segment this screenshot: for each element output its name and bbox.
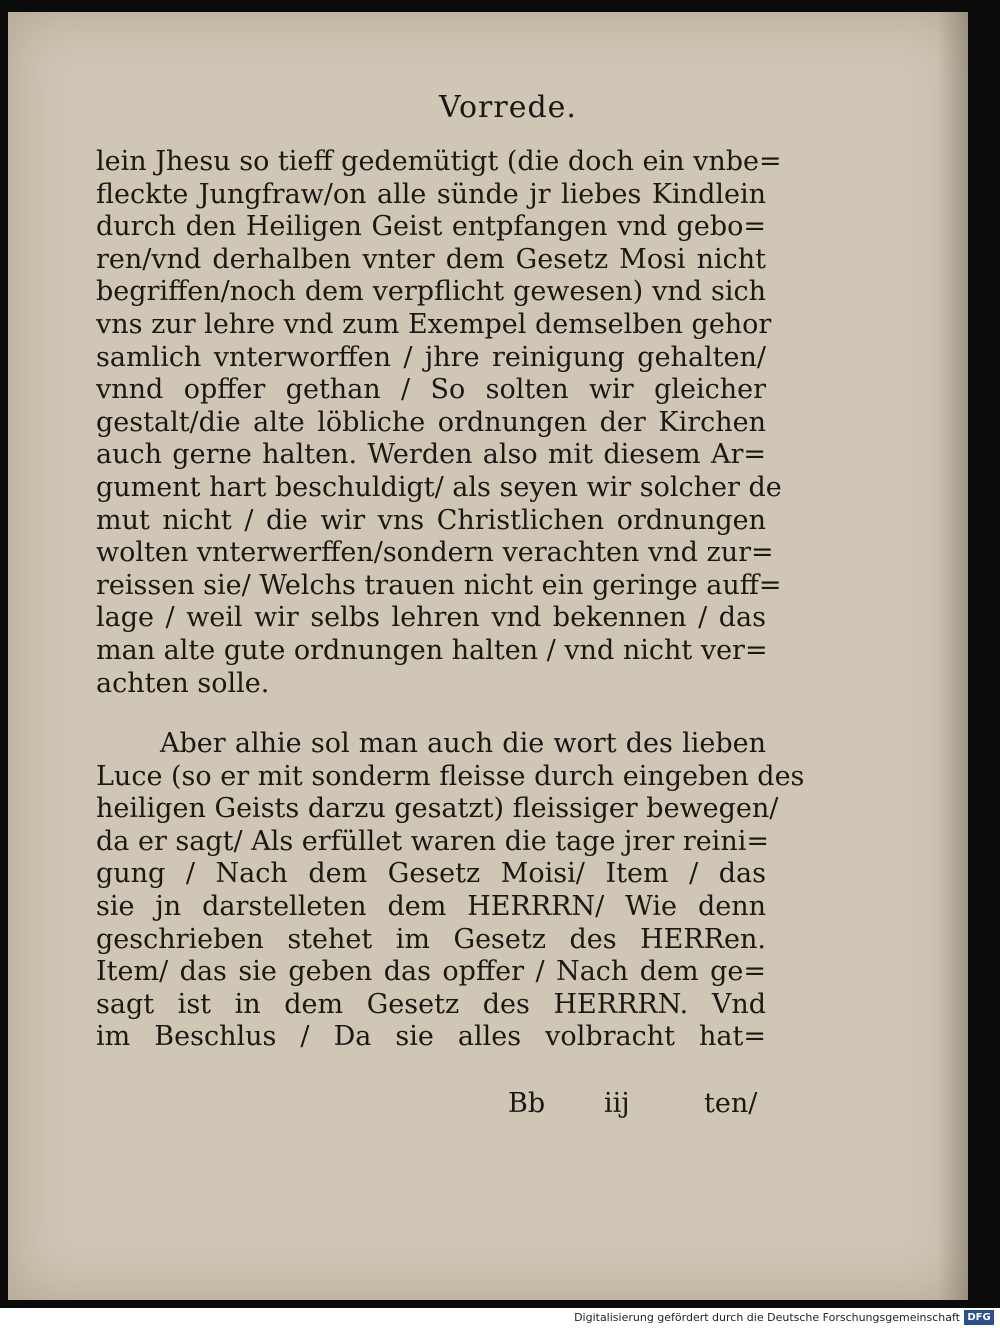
text-line: gung / Nach dem Gesetz Moisi/ Item / das — [96, 858, 766, 890]
page-gutter-shadow — [938, 12, 968, 1300]
footer-bar — [0, 1308, 1000, 1328]
text-line: mut nicht / die wir vns Christlichen ordnungen — [96, 504, 766, 536]
paragraph-1 — [96, 146, 782, 700]
text-line: achten solle. — [96, 667, 270, 699]
text-line: Item/ das sie geben das opffer / Nach dem ge= — [96, 956, 766, 988]
text-line: auch gerne halten. Werden also mit diesem Ar= — [96, 439, 766, 471]
text-line: wolten vnterwerffen/sondern verachten vnd zur= — [96, 537, 774, 569]
paragraph-2 — [96, 728, 805, 1054]
text-line: reissen sie/ Welchs trauen nicht ein geringe auff= — [96, 569, 782, 601]
text-line: heiligen Geists darzu gesatzt) fleissiger bewegen/ — [96, 793, 779, 825]
text-line: durch den Heiligen Geist entpfangen vnd gebo= — [96, 211, 766, 243]
folio-number: iij — [604, 1088, 630, 1119]
text-line: ren/vnd derhalben vnter dem Gesetz Mosi nicht — [96, 243, 766, 275]
text-line: samlich vnterworffen / jhre reinigung gehalten/ — [96, 341, 766, 373]
text-line: lein Jhesu so tieff gedemütigt (die doch ein vnbe= — [96, 146, 782, 177]
book-page — [8, 12, 968, 1300]
text-line: da er sagt/ Als erfüllet waren die tage jrer reini= — [96, 825, 769, 857]
text-line: vnnd opffer gethan / So solten wir gleicher — [96, 374, 766, 406]
text-line: im Beschlus / Da sie alles volbracht hat= — [96, 1021, 766, 1053]
text-line: fleckte Jungfraw/on alle sünde jr liebes Kindlein — [96, 178, 766, 210]
text-line: sie jn darstelleten dem HERRRN/ Wie denn — [96, 890, 766, 922]
running-head: Vorrede. — [439, 90, 577, 125]
text-line: begriffen/noch dem verpflicht gewesen) vnd sich — [96, 276, 766, 308]
text-line: sagt ist in dem Gesetz des HERRRN. Vnd — [96, 988, 766, 1020]
text-line: gestalt/die alte löbliche ordnungen der Kirchen — [96, 406, 766, 438]
funding-note: Digitalisierung gefördert durch die Deutsche Forschungsgemeinschaft — [574, 1311, 960, 1324]
text-line: Aber alhie sol man auch die wort des lieben — [160, 728, 766, 759]
text-line: geschrieben stehet im Gesetz des HERRen. — [96, 923, 766, 955]
dfg-logo-icon: DFG — [964, 1310, 994, 1325]
signature-mark: Bb — [508, 1088, 546, 1119]
text-line: Luce (so er mit sonderm fleisse durch eingeben des — [96, 760, 805, 792]
text-line: vns zur lehre vnd zum Exempel demselben gehor — [96, 308, 772, 340]
catchword: ten/ — [704, 1088, 758, 1119]
text-line: man alte gute ordnungen halten / vnd nicht ver= — [96, 634, 768, 666]
text-line: gument hart beschuldigt/ als seyen wir solcher de — [96, 471, 782, 503]
text-line: lage / weil wir selbs lehren vnd bekennen / das — [96, 602, 766, 634]
